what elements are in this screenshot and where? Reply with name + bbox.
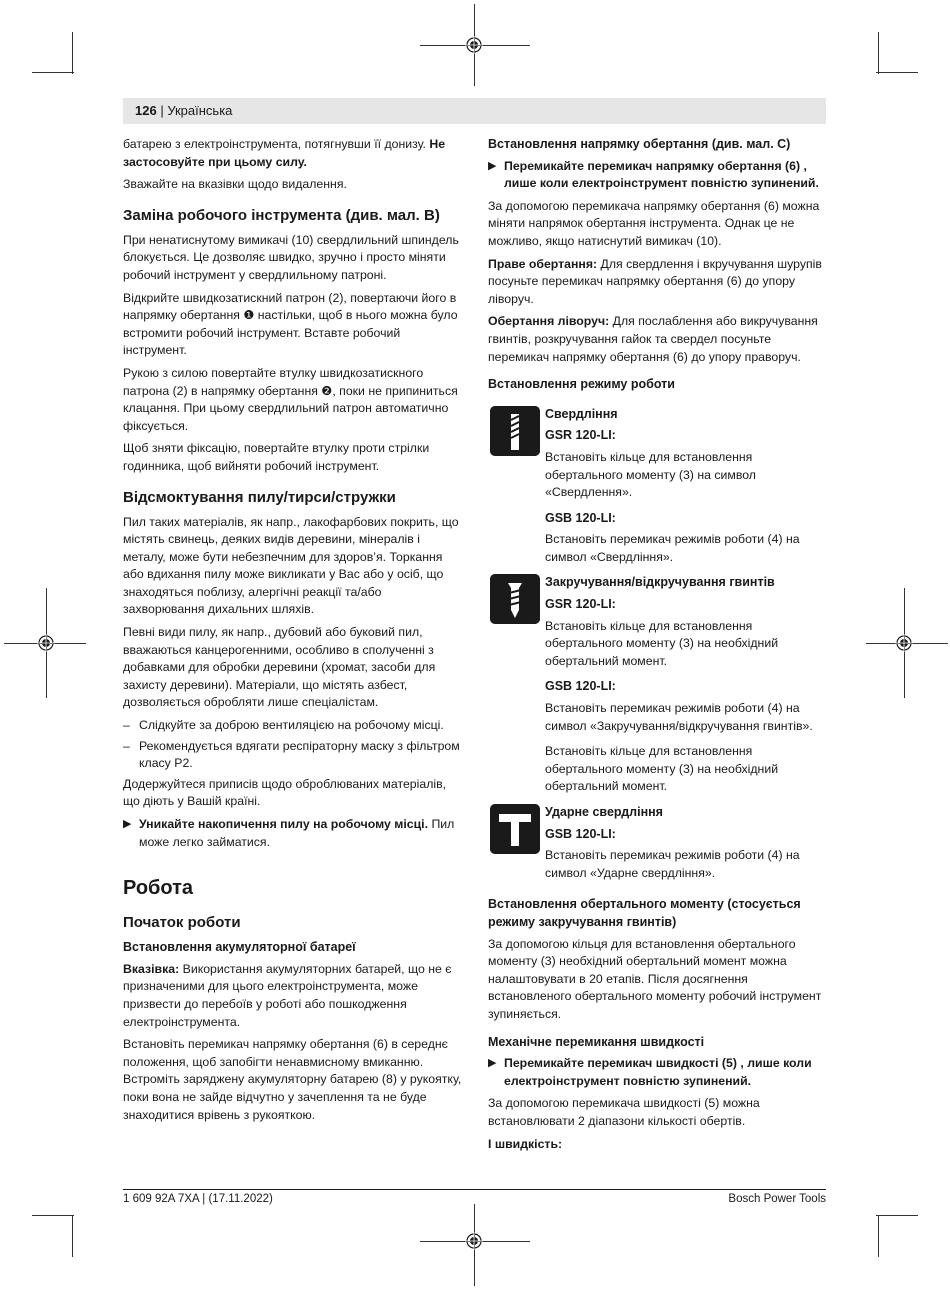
- model-label: GSB 120-LI:: [545, 510, 616, 525]
- mode-title: Ударне свердління: [545, 805, 663, 819]
- registration-mark-icon: [895, 634, 913, 652]
- model-label: GSB 120-LI:: [545, 679, 616, 694]
- mode-instruction: Встановіть кільце для встановлення обертального моменту (3) на необхідний обертальний момент.: [545, 618, 779, 668]
- language-label: Українська: [167, 103, 233, 118]
- screw-icon: [490, 574, 540, 624]
- model-label: GSB 120-LI:: [545, 826, 616, 841]
- left-column: [123, 136, 463, 1129]
- battery-heading: Встановлення акумуляторної батареї: [123, 940, 356, 955]
- battery-note: Вказівка: Використання акумуляторних батарей, що не є призначеними для цього електроінструмента, може призвести до перебоїв у роботі або пошкодження електроінструмента.: [123, 961, 452, 1029]
- mode-screw: [488, 574, 828, 796]
- speed-first-label: I швидкість:: [488, 1136, 563, 1151]
- triangle-bullet-icon: ▶: [123, 818, 132, 830]
- right-column: [488, 136, 828, 1158]
- torque-heading: Встановлення обертального моменту (стосується режиму закручування гвинтів): [488, 897, 801, 929]
- intro-paragraph: батарею з електроінструмента, потягнувши її донизу. Не застосовуйте при цьому силу.: [123, 137, 446, 169]
- mode-heading: Встановлення режиму роботи: [488, 377, 675, 392]
- crop-mark: [72, 1215, 73, 1257]
- crop-mark: [876, 1215, 918, 1216]
- mode-title: Свердління: [545, 406, 618, 421]
- dash-item: – Слідкуйте за доброю вентиляцією на робочому місці.: [123, 718, 444, 733]
- right-rotation-paragraph: Праве обертання: Для свердлення і вкручування шурупів посуньте перемикач напрямку обертання (6) до упору ліворуч.: [488, 256, 822, 306]
- model-label: GSR 120-LI:: [545, 428, 616, 443]
- left-rotation-paragraph: Обертання ліворуч: Для послаблення або викручування гвинтів, розкручування гайок та свердел посуньте перемикач напрямку обертання (6) до упору праворуч.: [488, 314, 818, 364]
- dust-paragraph: Певні види пилу, як напр., дубовий або буковий пил, вважаються канцерогенними, особливо в сполученні з добавками для обробки деревини (хромат, засоби для захисту деревини). Матеріали, що містять азбест, дозволяється обробляти лише спеціалістам.: [123, 625, 436, 710]
- footer-brand: Bosch Power Tools: [728, 1193, 826, 1205]
- page-number: 126: [135, 103, 157, 118]
- speed-paragraph: За допомогою перемикача швидкості (5) можна встановлювати 2 діапазони кількості обертів.: [488, 1096, 760, 1128]
- crop-mark: [32, 72, 74, 73]
- tool-change-paragraph: Щоб зняти фіксацію, повертайте втулку проти стрілки годинника, щоб вийняти робочий інструмент.: [123, 441, 430, 473]
- crop-mark: [876, 72, 918, 73]
- crop-mark: [32, 1215, 74, 1216]
- speed-heading: Механічне перемикання швидкості: [488, 1034, 705, 1049]
- dash-item: – Рекомендується вдягати респіраторну маску з фільтром класу P2.: [123, 738, 460, 771]
- tool-change-paragraph: Відкрийте швидкозатискний патрон (2), повертаючи його в напрямку обертання ❶ настільки, щоб в нього можна було встромити робочий інструмент. Вставте робочий інструмент.: [123, 290, 458, 358]
- mode-instruction: Встановіть перемикач режимів роботи (4) на символ «Закручування/відкручування гвинтів».: [545, 701, 813, 733]
- crop-mark: [878, 1215, 879, 1257]
- registration-mark-icon: [37, 634, 55, 652]
- mode-instruction: Встановіть кільце для встановлення обертального моменту (3) на необхідний обертальний момент.: [545, 744, 779, 794]
- torque-paragraph: За допомогою кільця для встановлення обертального моменту (3) необхідний обертальний момент можна налаштовувати в 20 етапів. Після досягнення встановленого обертального моменту робочий інструмент зупиняється.: [488, 936, 822, 1021]
- page-header: 126 | Українська: [123, 98, 826, 124]
- intro-note: Зважайте на вказівки щодо видалення.: [123, 177, 347, 192]
- footer-rule: [123, 1189, 826, 1190]
- drill-bit-icon: [490, 406, 540, 456]
- tool-change-paragraph: Рукою з силою повертайте втулку швидкозатискного патрона (2) в напрямку обертання ❷, поки не припиниться клацання. При цьому свердлильний патрон автоматично фіксується.: [123, 365, 458, 433]
- tool-change-paragraph: При ненатиснутому вимикачі (10) свердлильний шпиндель блокується. Це дозволяє швидко, зручно і просто міняти робочий інструмент у свердлильному патроні.: [123, 232, 459, 282]
- mode-drill: [488, 406, 828, 567]
- direction-paragraph: За допомогою перемикача напрямку обертання (6) можна міняти напрямок обертання інструмента. Однак це не можливо, якщо натиснутий вимикач (10).: [488, 198, 820, 248]
- mode-instruction: Встановіть перемикач режимів роботи (4) на символ «Свердління».: [545, 532, 800, 564]
- crop-mark: [878, 32, 879, 74]
- start-heading: Початок роботи: [123, 914, 241, 932]
- mode-impact: [488, 804, 828, 882]
- triangle-bullet-icon: ▶: [488, 159, 497, 172]
- mode-title: Закручування/відкручування гвинтів: [545, 575, 775, 590]
- operation-heading: Робота: [123, 877, 194, 900]
- model-label: GSR 120-LI:: [545, 597, 616, 612]
- crop-mark: [72, 32, 73, 74]
- dust-paragraph: Додержуйтеся приписів щодо оброблюваних матеріалів, що діють у Вашій країні.: [123, 776, 447, 809]
- warning-item: ▶ Перемикайте перемикач швидкості (5) , лише коли електроінструмент повністю зупинений.: [488, 1055, 828, 1090]
- registration-mark-icon: [465, 1232, 483, 1250]
- mode-instruction: Встановіть перемикач режимів роботи (4) на символ «Ударне свердління».: [545, 848, 800, 880]
- tool-change-heading: Заміна робочого інструмента (див. мал. B): [123, 206, 440, 224]
- mode-instruction: Встановіть кільце для встановлення обертального моменту (3) на символ «Свердлення».: [545, 449, 756, 500]
- registration-mark-icon: [465, 36, 483, 54]
- battery-paragraph: Встановіть перемикач напрямку обертання (6) в середнє положення, щоб запобігти ненавмисному вмиканню. Встроміть заряджену акумуляторну батарею (8) у рукоятку, поки вона не зайде відчутно у зачеплення та не буде знаходитися врівень з рукояткою.: [123, 1037, 462, 1122]
- hammer-icon: [490, 804, 540, 854]
- dust-heading: Відсмоктування пилу/тирси/стружки: [123, 488, 396, 506]
- footer-doc-code: 1 609 92A 7XA | (17.11.2022): [123, 1193, 273, 1205]
- warning-item: ▶ Перемикайте перемикач напрямку обертання (6) , лише коли електроінструмент повністю зупинений.: [488, 158, 828, 193]
- direction-heading: Встановлення напрямку обертання (див. мал. C): [488, 137, 791, 151]
- warning-item: ▶ Уникайте накопичення пилу на робочому місці. Пил може легко займатися.: [123, 816, 463, 851]
- dust-paragraph: Пил таких матеріалів, як напр., лакофарбових покрить, що містять свинець, деяких видів деревини, мінералів і металу, може бути небезпечним для здоров’я. Торкання або вдихання пилу може викликати у Вас або у осіб, що знаходяться поблизу, алергічні реакції та/або захворювання дихальних шляхів.: [123, 514, 459, 617]
- triangle-bullet-icon: ▶: [488, 1057, 497, 1070]
